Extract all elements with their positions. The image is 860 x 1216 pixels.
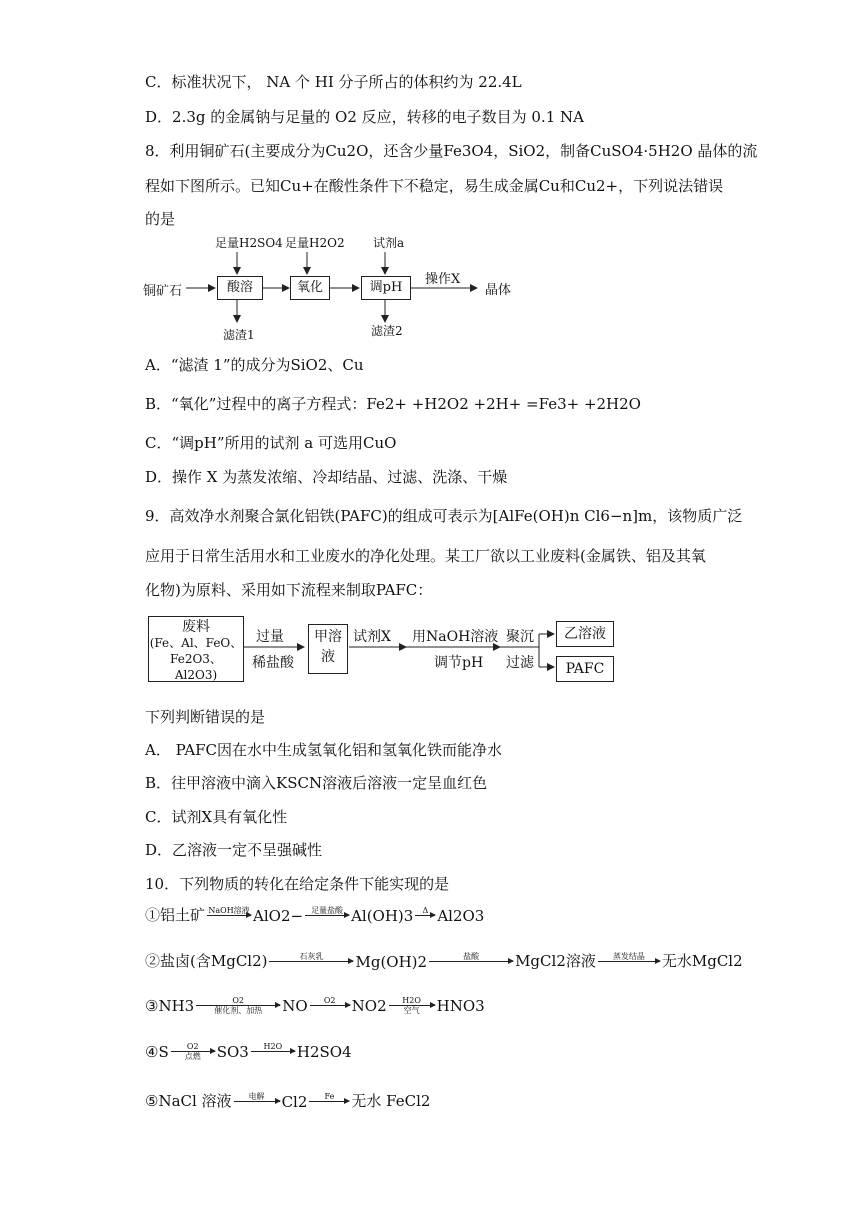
q8-flow-reagent-h2o2: 足量H2O2	[285, 236, 345, 250]
q8-flow-acid-dissolve: 酸溶	[217, 276, 263, 300]
r1-reactant: ①铝土矿	[145, 906, 206, 924]
r2-intermediate2: MgCl2溶液	[515, 952, 596, 970]
q10-route-1	[145, 904, 484, 925]
r4-arrow2: H2O	[251, 1042, 295, 1061]
q10-route-4	[145, 1042, 352, 1061]
q10-route-2	[145, 950, 743, 971]
r3-product: HNO3	[436, 997, 485, 1015]
q9-flow-waste-title: 废料	[182, 619, 210, 635]
q8-flow-reagent-h2so4: 足量H2SO4	[215, 236, 283, 250]
q9-stem-line2: 应用于日常生活用水和工业废水的净化处理。某工厂欲以工业废料(金属铁、铝及其氧	[145, 547, 706, 565]
r1-intermediate: AlO2−	[253, 907, 304, 925]
q8-flow-output: 晶体	[485, 283, 512, 298]
q9-prompt: 下列判断错误的是	[145, 708, 266, 726]
q8-flow-reagent-a: 试剂a	[373, 236, 405, 250]
r5-product: 无水 FeCl2	[351, 1092, 431, 1110]
q10-route-5	[145, 1090, 430, 1111]
r3-arrow1: O2 催化剂、加热	[196, 996, 280, 1015]
q9-flow-waste-line1: (Fe、Al、FeO、	[149, 636, 243, 650]
r3-reactant: ③NH3	[145, 997, 195, 1015]
q8-flow-residue2: 滤渣2	[371, 324, 403, 338]
r2-intermediate: Mg(OH)2	[355, 953, 428, 971]
r3-arrow3: H2O 空气	[389, 996, 435, 1015]
q8-option-d: D．操作 X 为蒸发浓缩、冷却结晶、过滤、洗涤、干燥	[145, 468, 508, 486]
q8-flow-residue1: 滤渣1	[223, 328, 255, 342]
r5-intermediate: Cl2	[281, 1093, 308, 1111]
q8-flowchart	[143, 230, 543, 345]
q8-flow-operation-x: 操作X	[425, 272, 461, 287]
q9-option-a: A． PAFC因在水中生成氢氧化铝和氢氧化铁而能净水	[145, 741, 503, 759]
q10-route-3	[145, 996, 485, 1015]
q8-option-b: B．“氧化”过程中的离子方程式：Fe2+ +H2O2 +2H+ =Fe3+ +2H2O	[145, 395, 641, 413]
q9-option-d: D．乙溶液一定不呈强碱性	[145, 841, 323, 859]
q9-stem-line3: 化物)为原料、采用如下流程来制取PAFC：	[145, 581, 433, 599]
r3-arrow2: O2	[310, 996, 350, 1015]
q9-flow-waste-box	[148, 616, 244, 682]
r4-reactant: ④S	[145, 1043, 169, 1061]
r1-arrow3: Δ	[415, 906, 435, 925]
q9-flow-arrow1-bottom: 稀盐酸	[252, 655, 294, 671]
q9-flow-arrow4-top: 聚沉	[506, 629, 534, 645]
r1-arrow2: 足量盐酸	[305, 906, 349, 925]
r4-arrow1: O2 点燃	[171, 1042, 215, 1061]
r3-intermediate2: NO2	[351, 997, 387, 1015]
q8-stem-line1: 8．利用铜矿石(主要成分为Cu2O，还含少量Fe3O4，SiO2，制备CuSO4·5H2O 晶体的流	[145, 142, 758, 160]
q9-flow-arrow3-bottom: 调节pH	[434, 655, 484, 671]
q9-flow-arrow3-top: 用NaOH溶液	[412, 629, 499, 645]
q9-flow-arrow1-top: 过量	[256, 629, 284, 645]
r5-reactant: ⑤NaCl 溶液	[145, 1092, 232, 1110]
q7-option-c: C．标准状况下， NA 个 HI 分子所占的体积约为 22.4L	[145, 73, 522, 91]
q9-flow-arrow4-bottom: 过滤	[506, 655, 534, 671]
q8-stem-line2: 程如下图所示。已知Cu+在酸性条件下不稳定，易生成金属Cu和Cu2+，下列说法错误	[145, 177, 724, 195]
q10-stem: 10．下列物质的转化在给定条件下能实现的是	[145, 875, 450, 893]
q9-flow-solution-jia: 甲溶液	[308, 624, 348, 674]
q8-stem-line3: 的是	[145, 210, 176, 228]
q8-flow-adjust-ph: 调pH	[361, 276, 411, 300]
q8-flow-input: 铜矿石	[143, 284, 183, 299]
r2-arrow3: 蒸发结晶	[598, 952, 660, 971]
q8-option-a: A．“滤渣 1”的成分为SiO2、Cu	[145, 356, 364, 374]
q8-option-c: C．“调pH”所用的试剂 a 可选用CuO	[145, 434, 397, 452]
q9-flow-waste-line2: Fe2O3、Al2O3)	[170, 652, 222, 682]
q9-option-b: B．往甲溶液中滴入KSCN溶液后溶液一定呈血红色	[145, 774, 488, 792]
r1-product: Al2O3	[437, 907, 485, 925]
r5-arrow1: 电解	[234, 1092, 280, 1111]
r1-arrow1: NaOH溶液	[208, 906, 250, 915]
r4-product: H2SO4	[296, 1043, 352, 1061]
r5-arrow2: Fe	[309, 1092, 349, 1111]
q9-flow-solution-yi: 乙溶液	[556, 621, 614, 647]
q7-option-d: D．2.3g 的金属钠与足量的 O2 反应，转移的电子数目为 0.1 NA	[145, 108, 584, 126]
r2-arrow1: 石灰乳	[269, 952, 353, 971]
q9-flow-pafc: PAFC	[556, 656, 614, 682]
q8-flow-oxidation: 氧化	[290, 276, 330, 300]
q9-option-c: C．试剂X具有氧化性	[145, 808, 288, 826]
r2-arrow2: 盐酸	[429, 952, 513, 971]
q9-stem-line1: 9．高效净水剂聚合氯化铝铁(PAFC)的组成可表示为[AlFe(OH)n Cl6−n]m，该物质广泛	[145, 507, 743, 525]
q9-flow-arrow2-top: 试剂X	[353, 629, 391, 645]
r1-intermediate2: Al(OH)3	[351, 907, 414, 925]
r2-reactant: ②盐卤(含MgCl2)	[145, 952, 268, 970]
r3-intermediate: NO	[282, 997, 308, 1015]
r4-intermediate: SO3	[216, 1043, 249, 1061]
r2-product: 无水MgCl2	[661, 952, 743, 970]
q9-flowchart	[146, 612, 616, 687]
